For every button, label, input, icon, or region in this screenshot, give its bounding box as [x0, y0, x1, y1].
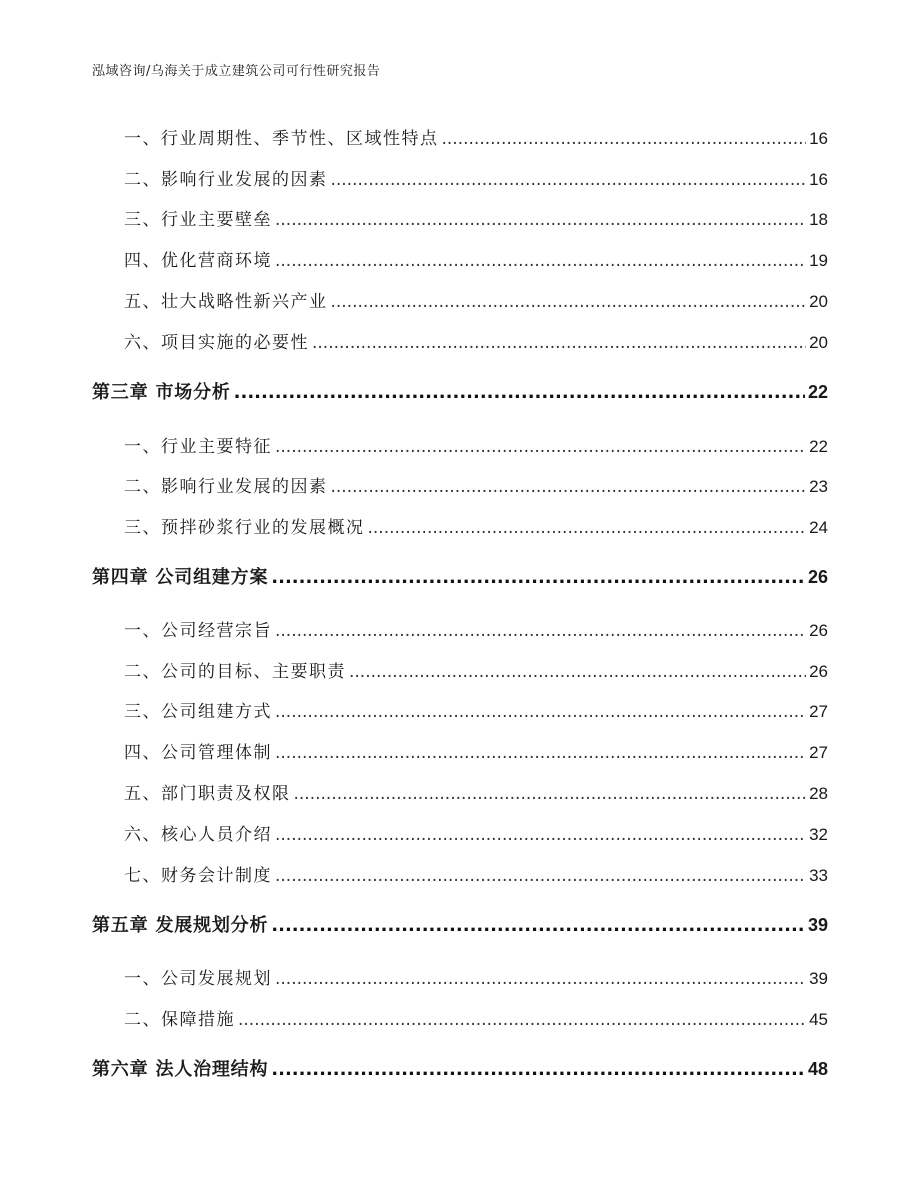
toc-entry-page: 27: [809, 743, 828, 762]
toc-entry[interactable]: [124, 1005, 828, 1030]
toc-entry-title: 项目实施的必要性: [161, 333, 309, 353]
toc-entry-page: 16: [809, 129, 828, 148]
toc-entry-page: 16: [809, 170, 828, 189]
toc-entry-title: 行业主要壁垒: [161, 210, 272, 230]
toc-entry-page: 18: [809, 210, 828, 229]
toc-chapter-page: 22: [807, 382, 828, 402]
toc-entry[interactable]: [124, 432, 828, 457]
toc-entry-page: 28: [809, 784, 828, 803]
toc-entry[interactable]: [124, 697, 828, 722]
dot-leader: [368, 518, 807, 538]
toc-entry[interactable]: [124, 513, 828, 538]
toc-entry-title: 壮大战略性新兴产业: [161, 292, 328, 312]
toc-entry[interactable]: [124, 820, 828, 845]
toc-entry-number: 七、: [124, 866, 161, 886]
toc-entry-title: 影响行业发展的因素: [161, 170, 328, 190]
toc-entry-title: 行业周期性、季节性、区域性特点: [161, 129, 439, 149]
toc-entry-number: 二、: [124, 477, 161, 497]
dot-leader: [275, 969, 806, 989]
toc-entry-title: 财务会计制度: [161, 866, 272, 886]
toc-entry[interactable]: [124, 738, 828, 763]
toc-entry-page: 45: [809, 1010, 828, 1029]
toc-chapter-title: 第五章 发展规划分析: [92, 915, 269, 936]
toc-entry[interactable]: [124, 616, 828, 641]
toc-entry-title: 优化营商环境: [161, 251, 272, 271]
dot-leader: [442, 129, 807, 149]
toc-entry-number: 六、: [124, 825, 161, 845]
toc-entry[interactable]: [124, 124, 828, 149]
dot-leader: [271, 567, 805, 588]
dot-leader: [331, 477, 807, 497]
toc-entry[interactable]: [124, 472, 828, 497]
toc-entry-title: 行业主要特征: [161, 437, 272, 457]
toc-entry[interactable]: [124, 964, 828, 989]
toc-entry-page: 32: [809, 825, 828, 844]
toc-chapter[interactable]: [92, 563, 828, 589]
toc-entry-number: 一、: [124, 621, 161, 641]
toc-chapter-page: 39: [807, 915, 828, 935]
toc-chapter-title: 第六章 法人治理结构: [92, 1059, 269, 1080]
dot-leader: [312, 333, 806, 353]
toc-entry-title: 公司组建方式: [161, 702, 272, 722]
toc-chapter-title: 第三章 市场分析: [92, 382, 231, 403]
toc-entry-page: 20: [809, 333, 828, 352]
toc-chapter-page: 48: [807, 1059, 828, 1079]
toc-chapter[interactable]: [92, 1055, 828, 1081]
toc-entry-number: 三、: [124, 702, 161, 722]
toc-entry-number: 三、: [124, 210, 161, 230]
toc-entry-number: 二、: [124, 1010, 161, 1030]
dot-leader: [275, 743, 806, 763]
toc-entry-page: 24: [809, 518, 828, 537]
dot-leader: [275, 866, 806, 886]
dot-leader: [275, 621, 806, 641]
dot-leader: [331, 170, 807, 190]
running-header: 泓域咨询/乌海关于成立建筑公司可行性研究报告: [92, 64, 381, 79]
toc-entry-number: 一、: [124, 969, 161, 989]
toc-entry-title: 公司的目标、主要职责: [161, 662, 346, 682]
toc-entry-number: 三、: [124, 518, 161, 538]
toc-entry-number: 一、: [124, 437, 161, 457]
toc-entry-title: 核心人员介绍: [161, 825, 272, 845]
toc-entry-number: 五、: [124, 784, 161, 804]
toc-chapter-page: 26: [807, 567, 828, 587]
toc-entry-page: 39: [809, 969, 828, 988]
toc-chapter-title: 第四章 公司组建方案: [92, 567, 269, 588]
dot-leader: [349, 662, 806, 682]
toc-entry-title: 保障措施: [161, 1010, 235, 1030]
toc-entry-title: 预拌砂浆行业的发展概况: [161, 518, 365, 538]
toc-entry-title: 影响行业发展的因素: [161, 477, 328, 497]
toc-entry-page: 19: [809, 251, 828, 270]
dot-leader: [294, 784, 807, 804]
toc-entry-number: 一、: [124, 129, 161, 149]
dot-leader: [275, 702, 806, 722]
dot-leader: [331, 292, 807, 312]
toc-entry-page: 27: [809, 702, 828, 721]
toc-entry-page: 33: [809, 866, 828, 885]
toc-entry-title: 公司管理体制: [161, 743, 272, 763]
toc-entry-number: 二、: [124, 662, 161, 682]
toc-entry-page: 23: [809, 477, 828, 496]
toc-entry[interactable]: [124, 861, 828, 886]
dot-leader: [275, 251, 806, 271]
toc-entry[interactable]: [124, 246, 828, 271]
toc-entry[interactable]: [124, 328, 828, 353]
dot-leader: [275, 210, 806, 230]
dot-leader: [271, 1059, 805, 1080]
toc-entry-page: 22: [809, 437, 828, 456]
toc-entry-number: 六、: [124, 333, 161, 353]
toc-entry-page: 20: [809, 292, 828, 311]
toc-entry-number: 四、: [124, 251, 161, 271]
toc-entry-number: 五、: [124, 292, 161, 312]
toc-entry-number: 四、: [124, 743, 161, 763]
toc-entry[interactable]: [124, 165, 828, 190]
toc-chapter[interactable]: [92, 911, 828, 937]
toc-entry-title: 公司发展规划: [161, 969, 272, 989]
dot-leader: [275, 437, 806, 457]
toc-entry[interactable]: [124, 779, 828, 804]
toc-entry[interactable]: [124, 205, 828, 230]
toc-chapter[interactable]: [92, 378, 828, 404]
dot-leader: [271, 915, 805, 936]
toc-entry-title: 公司经营宗旨: [161, 621, 272, 641]
toc-entry[interactable]: [124, 657, 828, 682]
toc-entry[interactable]: [124, 287, 828, 312]
toc-entry-number: 二、: [124, 170, 161, 190]
toc-entry-title: 部门职责及权限: [161, 784, 291, 804]
dot-leader: [275, 825, 806, 845]
dot-leader: [238, 1010, 806, 1030]
dot-leader: [234, 382, 805, 403]
toc-entry-page: 26: [809, 662, 828, 681]
toc-entry-page: 26: [809, 621, 828, 640]
